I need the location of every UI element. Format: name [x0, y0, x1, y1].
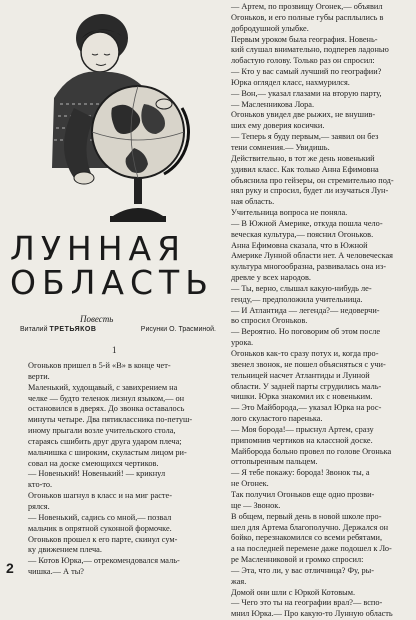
text-line: челке — будто теленок лизнул языком,— он [28, 393, 185, 403]
author-credit [20, 326, 96, 333]
text-line: — Моя борода!— прыснул Артем, сразу [231, 424, 374, 434]
text-line: звенел звонок, не пошел объясняться с учи- [231, 359, 386, 369]
right-text-column [221, 2, 405, 620]
text-line: жая. [231, 576, 247, 586]
text-line: — Артем, по прозвищу Огонек,— объявил [231, 2, 383, 11]
text-line: объяснила про гейзеры, он стремительно под- [231, 175, 394, 185]
text-line: Огоньков прошел к его парте, скинул сум- [28, 534, 178, 544]
text-line: — Масленникова Лора. [231, 99, 315, 109]
text-line: совал на доске смеющихся чертиков. [28, 458, 159, 468]
text-line: рялся. [28, 501, 50, 511]
text-line: Так получил Огоньков еще одно прозви- [231, 489, 375, 499]
text-line: стараясь сшибить друг друга ударом плеча; [28, 436, 182, 446]
text-line: припомнив чертиков на классной доске. [231, 435, 373, 445]
text-line: Огоньков пришел в 5-й «В» в конце чет- [28, 361, 171, 370]
text-line: бойко, перезнакомился со всеми ребятами, [231, 533, 383, 543]
illustrator-label: Рисунки [140, 326, 168, 333]
text-line: древле у всех народов. [231, 273, 311, 283]
text-line: генду,— предположила учительница. [231, 294, 363, 304]
text-line: верти. [28, 371, 50, 381]
text-line: — Новенький, садись со мной,— позвал [28, 512, 172, 522]
text-line: Огоньков как-то сразу потух и, когда про- [231, 349, 379, 358]
text-line: Действительно, в тот же день новенький [231, 153, 375, 163]
text-line: — Теперь я буду первым,— заявил он без [231, 132, 379, 142]
text-line: не Огонек. [231, 479, 269, 489]
text-line: тени сомнения.— Увидишь. [231, 142, 330, 152]
text-line: во спросил Огоньков. [231, 316, 308, 326]
text-line: оттопыренным пальцем. [231, 457, 318, 467]
text-line: — Чего это ты на географии врал?— вспо- [231, 598, 383, 608]
text-line: нял руку и спросил, будет ли изучаться Лун- [231, 186, 389, 196]
title-line-1: ЛУННАЯ [10, 229, 187, 268]
text-line: добродушной улыбке. [231, 23, 309, 33]
text-line: Учительница вопроса не поняла. [231, 208, 348, 218]
text-line: Огоньков увидел две рыжих, не внушив- [231, 110, 376, 120]
text-line: ку движением плеча. [28, 545, 102, 555]
text-line: кто-то. [28, 480, 53, 490]
text-line: — Ты, верно, слышал какую-нибудь ле- [231, 283, 372, 293]
text-line: области. У задней парты сгрудились маль- [231, 381, 382, 391]
text-line: — Я тебе покажу: борода! Звонок ты, а [231, 468, 370, 478]
text-line: а на последней перемене даже подошел к Ло- [231, 544, 392, 554]
text-line: Первым уроком была география. Новень- [231, 34, 378, 44]
text-line: ная область. [231, 197, 275, 207]
left-text-column [18, 361, 214, 578]
title-line-2: ОБЛАСТЬ [10, 263, 214, 302]
text-line: — В Южной Америке, откуда пошла чело- [231, 218, 383, 228]
text-line: — Новенький! Новенький! — крикнул [28, 469, 166, 479]
text-line: шел для Артема благополучно. Держался он [231, 522, 389, 532]
text-line: Огоньков, и его полные губы расплылись в [231, 12, 384, 22]
text-line: ших ему доверия косички. [231, 121, 325, 131]
author-name: ТРЕТЬЯКОВ [49, 326, 97, 333]
text-line: мнил Юрка.— Про какую-то Лунную область [231, 609, 393, 619]
text-line: ще — Звонок. [231, 500, 281, 510]
text-line: Анна Ефимовна сказала, что в Южной [231, 240, 368, 250]
illustrator-credit [141, 326, 216, 333]
text-line: Домой они шли с Юркой Котовым. [231, 587, 356, 597]
text-line: урока. [231, 338, 254, 348]
page-number: 2 [6, 560, 14, 576]
text-line: минуты четыре. Два пятиклассника по-петуш- [28, 415, 193, 425]
text-line: — Эта, что ли, у вас отличница? Фу, ры- [231, 565, 374, 575]
text-line: Огоньков шагнул в класс и на миг расте- [28, 491, 172, 501]
text-line: веческая культура,— пояснил Огоньков. [231, 229, 374, 239]
text-line: удивил класс. Как только Анна Ефимовна [231, 164, 379, 174]
text-line: тельницей насчет Атлантиды и Лунной [231, 370, 370, 380]
text-line: — Кто у вас самый лучший по географии? [231, 67, 382, 77]
text-line: — Вон,— указал глазами на вторую парту, [231, 88, 382, 98]
text-line: — Котов Юрка,— отрекомендовался маль- [28, 556, 180, 566]
boy-with-globe-illustration [14, 8, 214, 236]
text-line: культура многообразна, развивалась она из- [231, 262, 387, 272]
text-line: Маленький, худощавый, с завихрением на [28, 382, 178, 392]
text-line: — И Атлантида — легенда?— недоверчи- [231, 305, 380, 315]
author-label: Виталий [20, 326, 48, 333]
credits-line [20, 326, 216, 333]
text-line: кий слушал внимательно, подперев ладонью [231, 45, 389, 55]
text-line: лобастую голову. Только раз он спросил: [231, 56, 375, 66]
text-line: — Вероятно. Но поговорим об этом после [231, 327, 381, 337]
text-line: лого скуластого паренька. [231, 414, 323, 424]
story-title [10, 229, 215, 302]
text-line: чишки. Юрка знакомил их с новеньким. [231, 392, 373, 402]
text-line: мальчик в опрятной суконной формочке. [28, 523, 172, 533]
text-line: мальчишка с широким, скуластым лицом ри- [28, 447, 187, 457]
text-line: остановился в дверях. До звонка оставалось [28, 404, 185, 414]
text-line: Юрка оглядел класс, нахмурился. [231, 77, 350, 87]
genre-subtitle: Повесть [80, 314, 114, 324]
text-line: иному прыгали возле учительского стола, [28, 426, 176, 436]
text-line: чишка.— А ты? [28, 567, 84, 577]
text-line: Америке Лунной области нет. А человеческая [231, 251, 393, 261]
text-line: В общем, первый день в новой школе про- [231, 511, 382, 521]
chapter-number: 1 [112, 345, 117, 355]
text-line: Майборода больно провел по голове Огонька [231, 446, 392, 456]
text-line: — Это Майборода,— указал Юрка на рос- [231, 403, 382, 413]
text-line: ре Масленниковой и громко спросил: [231, 555, 364, 565]
illustrator-name: О. Трасминой. [169, 326, 216, 333]
